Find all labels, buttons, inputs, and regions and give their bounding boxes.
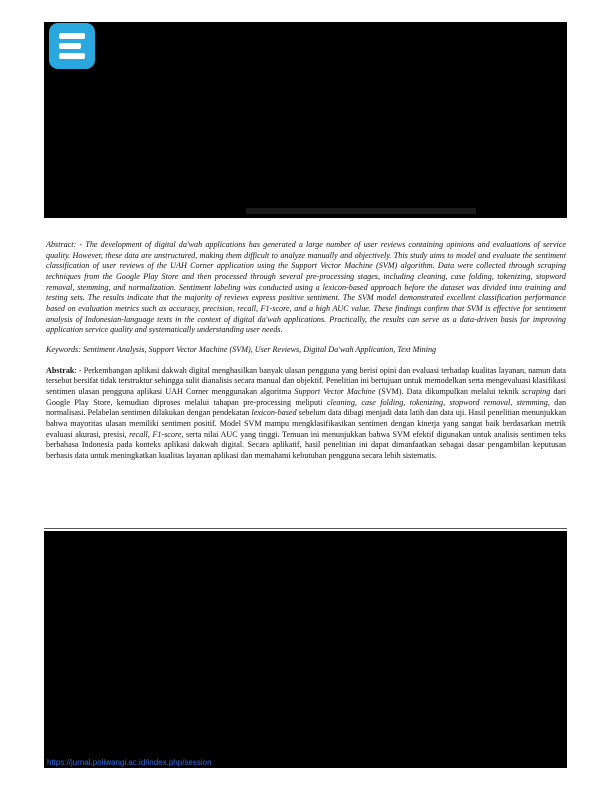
abstract-section [46, 240, 566, 461]
title-remnant [246, 208, 476, 214]
abstrak-label: Abstrak [46, 365, 75, 375]
abstrak-indonesian [46, 366, 566, 462]
journal-url-link[interactable]: https://jurnal.poliwangi.ac.id/index.php/session [47, 758, 212, 767]
abstrak-text-5: sebelum data dibagi menjadi data latih dan data uji. Hasil penelitian menunjukkan bahwa mayoritas ulasan memiliki sentimen positif. Model SVM mampu mengklasifikasikan sentimen dengan kinerja yang sangat baik berdasarkan metrik evaluasi akurasi, presisi, [46, 408, 567, 439]
abstrak-text-2: (SVM). Data dikumpulkan melalui teknik [375, 386, 522, 396]
logo-bar-top [59, 33, 85, 39]
keywords: Keywords: Sentiment Analysis, Support Vector Machine (SVM), User Reviews, Digital Da'wah Application, Text Mining [46, 344, 437, 354]
logo-bar-bottom [59, 53, 85, 59]
redacted-header-block [44, 22, 567, 218]
abstrak-text-1: : - Perkembangan aplikasi dakwah digital menghasilkan banyak ulasan pengguna yang berisi opini dan evaluasi terhadap kualitas layanan, namun data tersebut bersifat tidak terstruktur sehingga sulit dianalisis secara manual dan objektif. Penelitian ini bertujuan untuk memodelkan serta mengevaluasi klasifikasi sentimen ulasan pengguna aplikasi UAH Corner menggunakan algoritma [46, 365, 566, 396]
abstrak-italic-metrics: recall, F1-score [129, 429, 182, 439]
journal-logo-icon [49, 23, 95, 69]
abstrak-italic-svm: Support Vector Machine [294, 386, 376, 396]
abstract-english-text: - The development of digital da'wah applications has generated a large number of user reviews containing opinions and evaluations of service quality. However, these data are unstructured, making them difficult to analyze manually and objectively. This study aims to model and evaluate the sentiment classification of user reviews of the UAH Corner application using the Support Vector Machine (SVM) algorithm. Data were collected through scraping techniques from the Google Play Store and then processed through several pre-processing stages, including cleaning, case folding, tokenizing, stopword removal, stemming, and normalization. Sentiment labeling was conducted using a lexicon-based approach before the dataset was divided into training and testing sets. The results indicate that the majority of reviews express positive sentiment. The SVM model demonstrated excellent classification performance based on evaluation metrics such as accuracy, precision, recall, F1-score, and a high AUC value. These findings confirm that SVM is effective for sentiment analysis of Indonesian-language texts in the context of digital da'wah applications. Practically, the results can serve as a data-driven basis for improving application service quality and systematically understanding user needs. [46, 240, 566, 335]
logo-bar-middle [59, 43, 81, 49]
redacted-body-block [44, 531, 567, 768]
abstrak-text-3: dari Google Play Store, kemudian diproses melalui tahapan pre-processing meliputi [46, 386, 567, 407]
abstract-label: Abstract: [46, 240, 77, 249]
abstrak-italic-scraping: scraping [521, 386, 551, 396]
abstrak-text-6: , serta nilai AUC yang tinggi. Temuan ini menunjukkan bahwa SVM efektif digunakan untuk analisis sentimen teks berbahasa Indonesia pada konteks aplikasi dakwah digital. Secara aplikatif, hasil penelitian ini dapat dimanfaatkan sebagai dasar pengambilan keputusan berbasis data untuk meningkatkan kualitas layanan aplikasi dan memahami kebutuhan pengguna secara lebih sistematis. [46, 429, 566, 460]
abstrak-italic-preprocessing: cleaning, case folding, tokenizing, stopword removal, stemming, [326, 397, 550, 407]
section-divider [44, 528, 567, 529]
abstrak-italic-lexicon: lexicon-based [251, 408, 297, 418]
abstract-english [46, 240, 566, 336]
abstrak-text-4: dan normalisasi. Pelabelan sentimen dilakukan dengan pendekatan [46, 397, 567, 418]
